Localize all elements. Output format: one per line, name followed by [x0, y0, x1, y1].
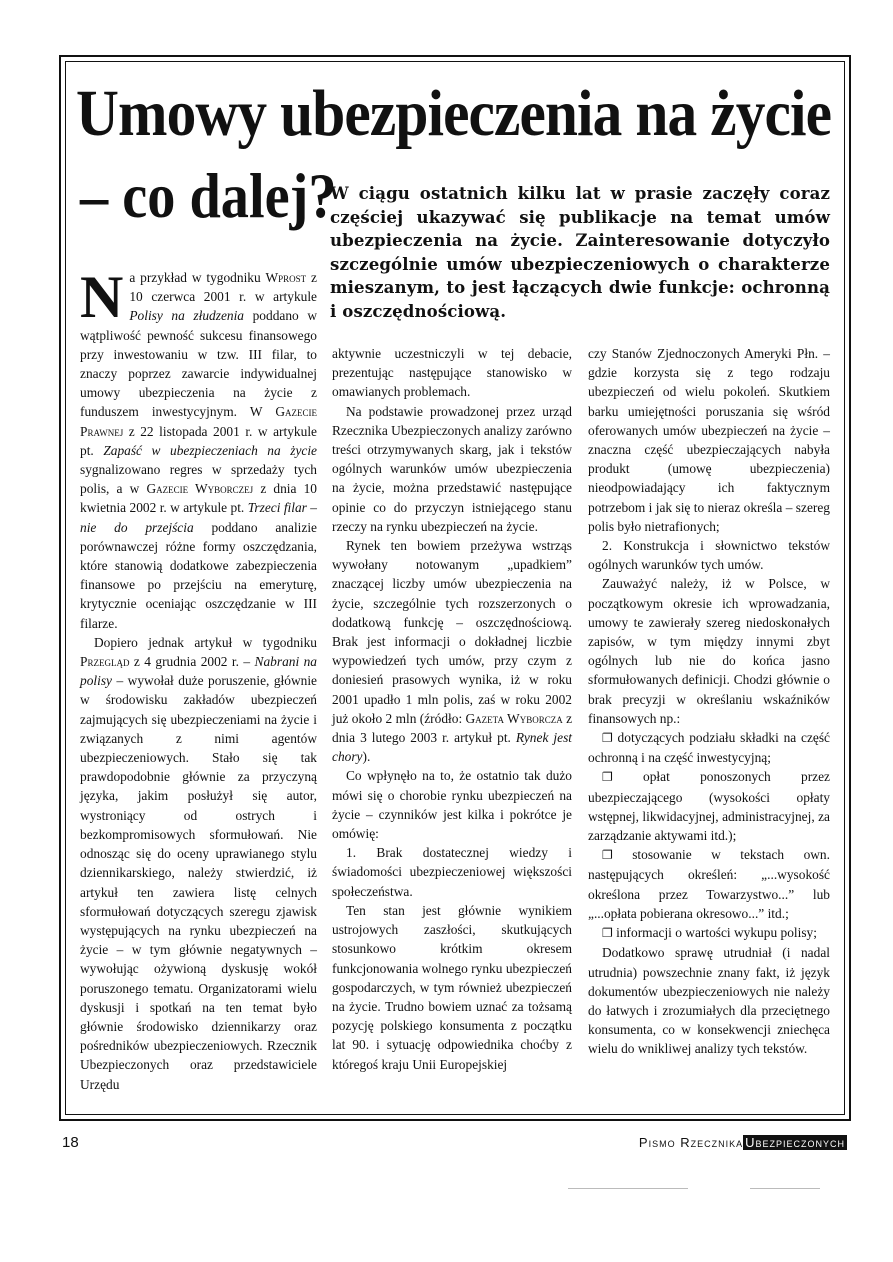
magazine-wprost: Wprost [265, 270, 307, 285]
col1-paragraph-2: Dopiero jednak artykuł w tygodniku Przegląd z 4 grudnia 2002 r. – Nabrani na polisy – wywołał duże poruszenie, głównie w środowisku zakładów ubezpieczeń zajmujących się ubezpieczeniami na życie i związanych z nimi agentów ubezpieczeniowych. Stało się tak prawdopodobnie głównie za przyczyną języka, jakim posłużył się autor, wystroniący od ostrych i bezkompromisowych sformułowań. Nie odnosząc się do oceny uprawianego stylu dziennikarskiego, należy stwierdzić, iż artykuł ten zawiera listę celnych sformułowań dotyczących szeregu zjawisk występujących na rynku ubezpieczeń na życie – w tym głównie negatywnych – wywołując ożywioną dyskusję wokół poruszonego tematu. Organizatorami wielu dyskusji i spotkań na ten temat było głównie środowisko dziennikarzy oraz pośredników ubezpieczeniowych. Rzecznik Ubezpieczonych oraz przedstawiciele Urzędu [80, 634, 317, 1092]
magazine-name-b: Ubezpieczonych [745, 1135, 845, 1150]
newspaper-gazeta-wyborcza-2: Gazeta Wyborcza [465, 710, 563, 726]
article-title-line2: – co dalej? [80, 160, 337, 231]
column-2 [332, 344, 572, 1074]
page-number: 18 [62, 1134, 79, 1151]
magazine-name-a: Pismo Rzecznika [638, 1135, 744, 1150]
scan-artifact [568, 1188, 688, 1189]
col2-paragraph-1: aktywnie uczestniczyli w tej debacie, prezentując następujące stanowisko w omawianych problemach. [332, 346, 572, 400]
col2-paragraph-2: Na podstawie prowadzonej przez urząd Rzecznika Ubezpieczonych analizy zarówno treści otrzymywanych skarg, jak i tekstów ogólnych warunków umów ubezpieczenia na życie, można przedstawić następujące opinie co do przyczyn istniejącego stanu rzeczy na rynku ubezpieczeń na życie. [332, 403, 572, 534]
col2-paragraph-5: 1. Brak dostatecznej wiedzy i świadomości ubezpieczeniowej większości społeczeństwa. [332, 845, 572, 899]
col3-paragraph-2: 2. Konstrukcja i słownictwo tekstów ogólnych warunków tych umów. [588, 538, 830, 573]
col2-paragraph-4: Co wpłynęło na to, że ostatnio tak dużo mówi się o chorobie rynku ubezpieczeń na życie – czynników jest kilka i pokrótce je omówię: [332, 768, 572, 842]
drop-cap: N [80, 264, 124, 330]
newspaper-gazeta-wyborcza: Gazecie Wyborczej [146, 481, 254, 497]
col3-paragraph-4: Dodatkowo sprawę utrudniał (i nadal utrudnia) powszechnie znany fakt, iż język dokumentów ubezpieczeniowych nie należy do łatwych i zrozumiałych dla przeciętnego konsumenta, co w konsekwencji zniechęca wielu do wnikliwej analizy tych tekstów. [588, 945, 830, 1057]
scan-artifact [750, 1188, 820, 1189]
magazine-footer [639, 1135, 847, 1150]
newspaper-gazeta-prawna: Gazecie Prawnej [80, 404, 317, 439]
col3-bullet-2: ❐ opłat ponoszonych przez ubezpieczającego (wysokości opłaty wstępnej, likwidacyjnej, administracyjnej, za zarządzanie aktywami itd.); [588, 769, 830, 844]
checkbox-bullet-icon: ❐ [602, 731, 613, 746]
col3-paragraph-1: czy Stanów Zjednoczonych Ameryki Płn. – gdzie korzysta się z tego rodzaju ubezpieczeń od wielu pokoleń. Skutkiem barku umiejętności poruszania się wśród oferowanych umów ubezpieczeń na życie – znaczna część ubezpieczających nabyła produkt (umowę ubezpieczenia) nieodpowiadający ich faktycznym potrzebom i jak się to nieraz określa – szereg polis było nietrafionych; [588, 346, 830, 534]
checkbox-bullet-icon: ❐ [602, 926, 613, 941]
col3-bullet-4: ❐ informacji o wartości wykupu polisy; [602, 925, 817, 941]
title-trzeci-filar: Trzeci filar – nie do przejścia [80, 500, 317, 535]
col1-paragraph-1: Na przykład w tygodniku Wprost z 10 czerwca 2001 r. w artykule Polisy na złudzenia poddano w wątpliwość pewność sukcesu finansowego przy inwestowaniu w tzw. III filar, to znaczy poprzez zawarcie indywidualnej umowy ubezpieczenia na życie z funduszem inwestycyjnym. W Gazecie Prawnej z 22 listopada 2001 r. w artykule pt. Zapaść w ubezpieczeniach na życie sygnalizowano regres w sprzedaży tych polis, a w Gazecie Wyborczej z dnia 10 kwietnia 2002 r. w artykule pt. Trzeci filar – nie do przejścia poddano analizie porównawczej różne formy oszczędzania, które stanowią dodatkowe zabezpieczenia finansowe po przejściu na emeryturę, krytycznie oceniając oszczędzanie w III filarze. [80, 264, 318, 631]
title-polisy: Polisy na złudzenia [129, 308, 244, 324]
title-rynek: Rynek jest chory [332, 730, 573, 765]
col3-bullet-1: ❐ dotyczących podziału składki na część ochronną i na część inwestycyjną; [588, 730, 830, 766]
col2-paragraph-6: Ten stan jest głównie wynikiem ustrojowych zaszłości, skutkujących stosunkowo krótkim okresem funkcjonowania wolnego rynku ubezpieczeń gospodarczych, w tym również ubezpieczeń na życie. Trudno bowiem uznać za tożsamą pozycję polskiego konsumenta z początku lat 90. i sytuację odpowiednika choćby z któregoś kraju Unii Europejskiej [332, 902, 572, 1072]
col3-bullet-3: ❐ stosowanie w tekstach own. następujących określeń: „...wysokość określona przez Towarzystwo...” lub „...opłata pobierana okresowo...” itd.; [588, 847, 830, 921]
column-1 [80, 264, 318, 1094]
column-3 [588, 344, 830, 1059]
col3-paragraph-3: Zauważyć należy, iż w Polsce, w początkowym okresie ich wprowadzania, umowy te zawierały szereg niedoskonałych zapisów, w tym między innymi zbyt ogólnych lub nie do końca jasno sformułowanych definicji. Chodzi głównie o brak precyzji w określaniu wskaźników finansowych np.: [588, 576, 830, 726]
checkbox-bullet-icon: ❐ [602, 770, 613, 785]
article-lead: W ciągu ostatnich kilku lat w prasie zaczęły coraz częściej ukazywać się publikacje na temat umów ubezpieczenia na życie. Zainteresowanie dotyczyło szczególnie umów ubezpieczeniowych o charakterze mieszanym, to jest łączących dwie funkcje: ochronną i oszczędnościową. [330, 183, 830, 321]
magazine-przeglad: Przegląd [80, 654, 130, 670]
checkbox-bullet-icon: ❐ [602, 848, 613, 863]
col2-paragraph-3: Rynek ten bowiem przeżywa wstrząs wywołany notowanym „upadkiem” znaczącej liczby umów ubezpieczenia na życie, szczególnie tych rozszerzonych o dodatkową funkcję – oszczędnościową. Brak jest informacji o dokładnej liczbie wypowiedzeń tych umów, przy czym z doniesień prasowych wynika, iż w roku 2001 upadło 1 mln polis, zaś w roku 2002 już około 2 mln (źródło: Gazeta Wyborcza z dnia 3 lutego 2003 r. artykuł pt. Rynek jest chory). [332, 538, 573, 765]
title-nabrani: Nabrani na polisy [80, 654, 317, 689]
article-title-line1: Umowy ubezpieczenia na życie [76, 77, 832, 150]
title-zapasc: Zapaść w ubezpieczeniach na życie [103, 442, 317, 458]
